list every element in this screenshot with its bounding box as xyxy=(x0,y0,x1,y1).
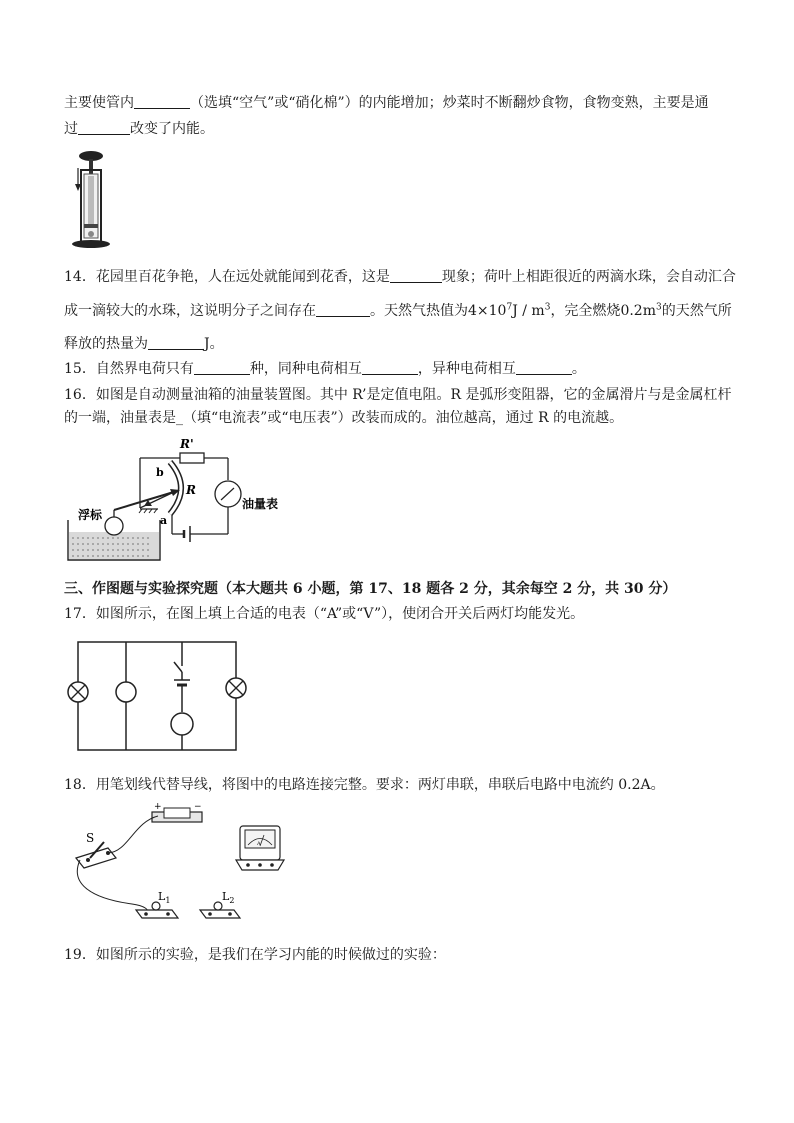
text: 成一滴较大的水珠，这说明分子之间存在 xyxy=(64,303,316,319)
q16-line2: 的一端，油量表是_（填“电流表”或“电压表”）改装而成的。油位越高，通过 R 的电流越。 xyxy=(64,410,624,426)
svg-text:−: − xyxy=(194,802,202,812)
text: 。 xyxy=(571,361,586,377)
air-pump-figure xyxy=(68,148,118,250)
q14-line2 xyxy=(64,300,732,320)
text: 15．自然界电荷只有 xyxy=(64,361,194,377)
exponent: 3 xyxy=(544,302,551,313)
answer-blank[interactable] xyxy=(316,302,370,317)
q16-line1: 16．如图是自动测量油箱的油量装置图。其中 R’是定值电阻。R 是弧形变阻器，它的金属滑片与是金属杠杆 xyxy=(64,387,732,403)
text: 过 xyxy=(64,121,78,137)
text: J。 xyxy=(204,336,224,352)
r-label: R xyxy=(186,483,196,497)
text: （选填“空气”或“硝化棉”）的内能增加；炒菜时不断翻炒食物，食物变熟，主要是通 xyxy=(190,95,709,111)
circuit-components-figure xyxy=(68,802,288,930)
answer-blank[interactable] xyxy=(78,120,130,135)
text: 现象；荷叶上相距很近的两滴水珠，会自动汇合 xyxy=(441,269,736,285)
heat-value: 4×10 xyxy=(468,303,507,319)
answer-blank[interactable] xyxy=(516,360,572,375)
q13-line2 xyxy=(64,118,214,138)
text: 释放的热量为 xyxy=(64,336,148,352)
answer-blank[interactable] xyxy=(148,335,204,350)
text: 14．花园里百花争艳，人在远处就能闻到花香，这是 xyxy=(64,269,390,285)
switch-label: S xyxy=(86,831,95,845)
text: 种，同种电荷相互 xyxy=(249,361,362,377)
text: 的天然气所 xyxy=(661,303,732,319)
q14-line1 xyxy=(64,266,736,286)
volume: 0.2m xyxy=(620,303,656,319)
r-prime-label: R' xyxy=(180,437,194,451)
a-label: a xyxy=(160,514,168,527)
text: 改变了内能。 xyxy=(130,121,214,137)
ammeter-symbol: A xyxy=(257,841,261,847)
meter-label: 油量表 xyxy=(242,497,279,511)
meter-circuit-figure xyxy=(64,636,250,754)
answer-blank[interactable] xyxy=(194,360,250,375)
answer-blank[interactable] xyxy=(390,268,442,283)
b-label: b xyxy=(156,466,164,479)
svg-text:+: + xyxy=(154,802,162,812)
exponent: 7 xyxy=(506,302,513,313)
q18-text: 18．用笔划线代替导线，将图中的电路连接完整。要求：两灯串联，串联后电路中电流约 0.2A。 xyxy=(64,777,665,793)
q17-text: 17．如图所示，在图上填上合适的电表（“A”或“V”），使闭合开关后两灯均能发光。 xyxy=(64,606,585,622)
answer-blank[interactable] xyxy=(362,360,418,375)
q19-text: 19．如图所示的实验，是我们在学习内能的时候做过的实验： xyxy=(64,947,446,963)
q15-line xyxy=(64,358,586,378)
text: 。天然气热值为 xyxy=(370,303,468,319)
lamp2-label: $L_2$ xyxy=(222,890,235,905)
text: 主要使管内 xyxy=(64,95,134,111)
q14-line3 xyxy=(64,333,224,353)
oil-gauge-circuit-figure xyxy=(62,436,294,568)
q13-line1 xyxy=(64,92,709,112)
text: ，异种电荷相互 xyxy=(417,361,516,377)
section-heading: 三、作图题与实验探究题（本大题共 6 小题，第 17、18 题各 2 分，其余每空 2 分，共 30 分） xyxy=(64,581,677,597)
answer-blank[interactable] xyxy=(134,94,190,109)
text: ，完全燃烧 xyxy=(550,303,621,319)
lamp1-label: $L_1$ xyxy=(158,890,171,905)
unit: J / m xyxy=(512,303,545,319)
exponent: 3 xyxy=(655,302,662,313)
float-label: 浮标 xyxy=(78,508,103,522)
